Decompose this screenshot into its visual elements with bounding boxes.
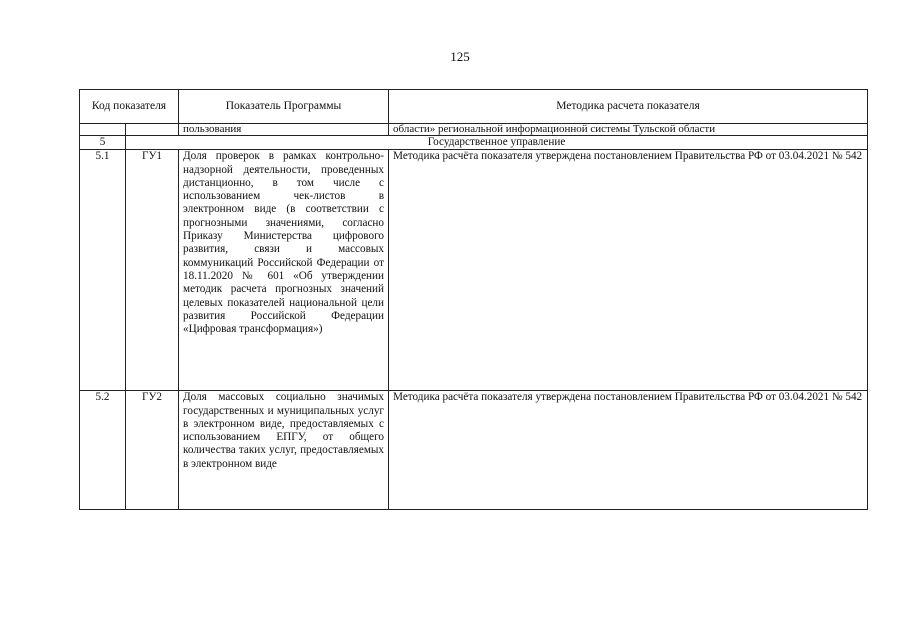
continuation-code-cell (126, 124, 179, 136)
row-method: Методика расчёта показателя утверждена постановлением Правительства РФ от 03.04.2021 № 542 (389, 150, 868, 391)
row-method: Методика расчёта показателя утверждена постановлением Правительства РФ от 03.04.2021 № 542 (389, 391, 868, 510)
page-number: 125 (450, 49, 470, 64)
row-indicator: Доля массовых социально значимых государственных и муниципальных услуг в электронном виде, предоставляемых с использованием ЕПГУ, от общего количества таких услуг, предоставляемых в электронном виде (179, 391, 389, 510)
row-code: ГУ2 (126, 391, 179, 510)
continuation-method: области» региональной информационной системы Тульской области (389, 124, 868, 136)
section-title: Государственное управление (126, 136, 868, 150)
continuation-indicator: пользования (179, 124, 389, 136)
continuation-num-cell (80, 124, 126, 136)
row-number: 5.2 (80, 391, 126, 510)
table-header-row (80, 90, 868, 124)
header-method: Методика расчета показателя (389, 90, 868, 124)
continuation-row (80, 124, 868, 136)
section-row (80, 136, 868, 150)
row-indicator: Доля проверок в рамках контрольно-надзорной деятельности, проведенных дистанционно, в том числе с использованием чек-листов в электронном виде (в соответствии с прогнозными значениями, согласно Приказу Министерства цифрового развития, связи и массовых коммуникаций Российской Федерации от 18.11.2020 № 601 «Об утверждении методик расчета прогнозных значений целевых показателей национальной цели развития Российской Федерации «Цифровая трансформация») (179, 150, 389, 391)
table-row (80, 150, 868, 391)
table-row (80, 391, 868, 510)
header-indicator: Показатель Программы (179, 90, 389, 124)
row-number: 5.1 (80, 150, 126, 391)
indicators-table (79, 89, 868, 510)
row-code: ГУ1 (126, 150, 179, 391)
section-number: 5 (80, 136, 126, 150)
header-code: Код показателя (80, 90, 179, 124)
